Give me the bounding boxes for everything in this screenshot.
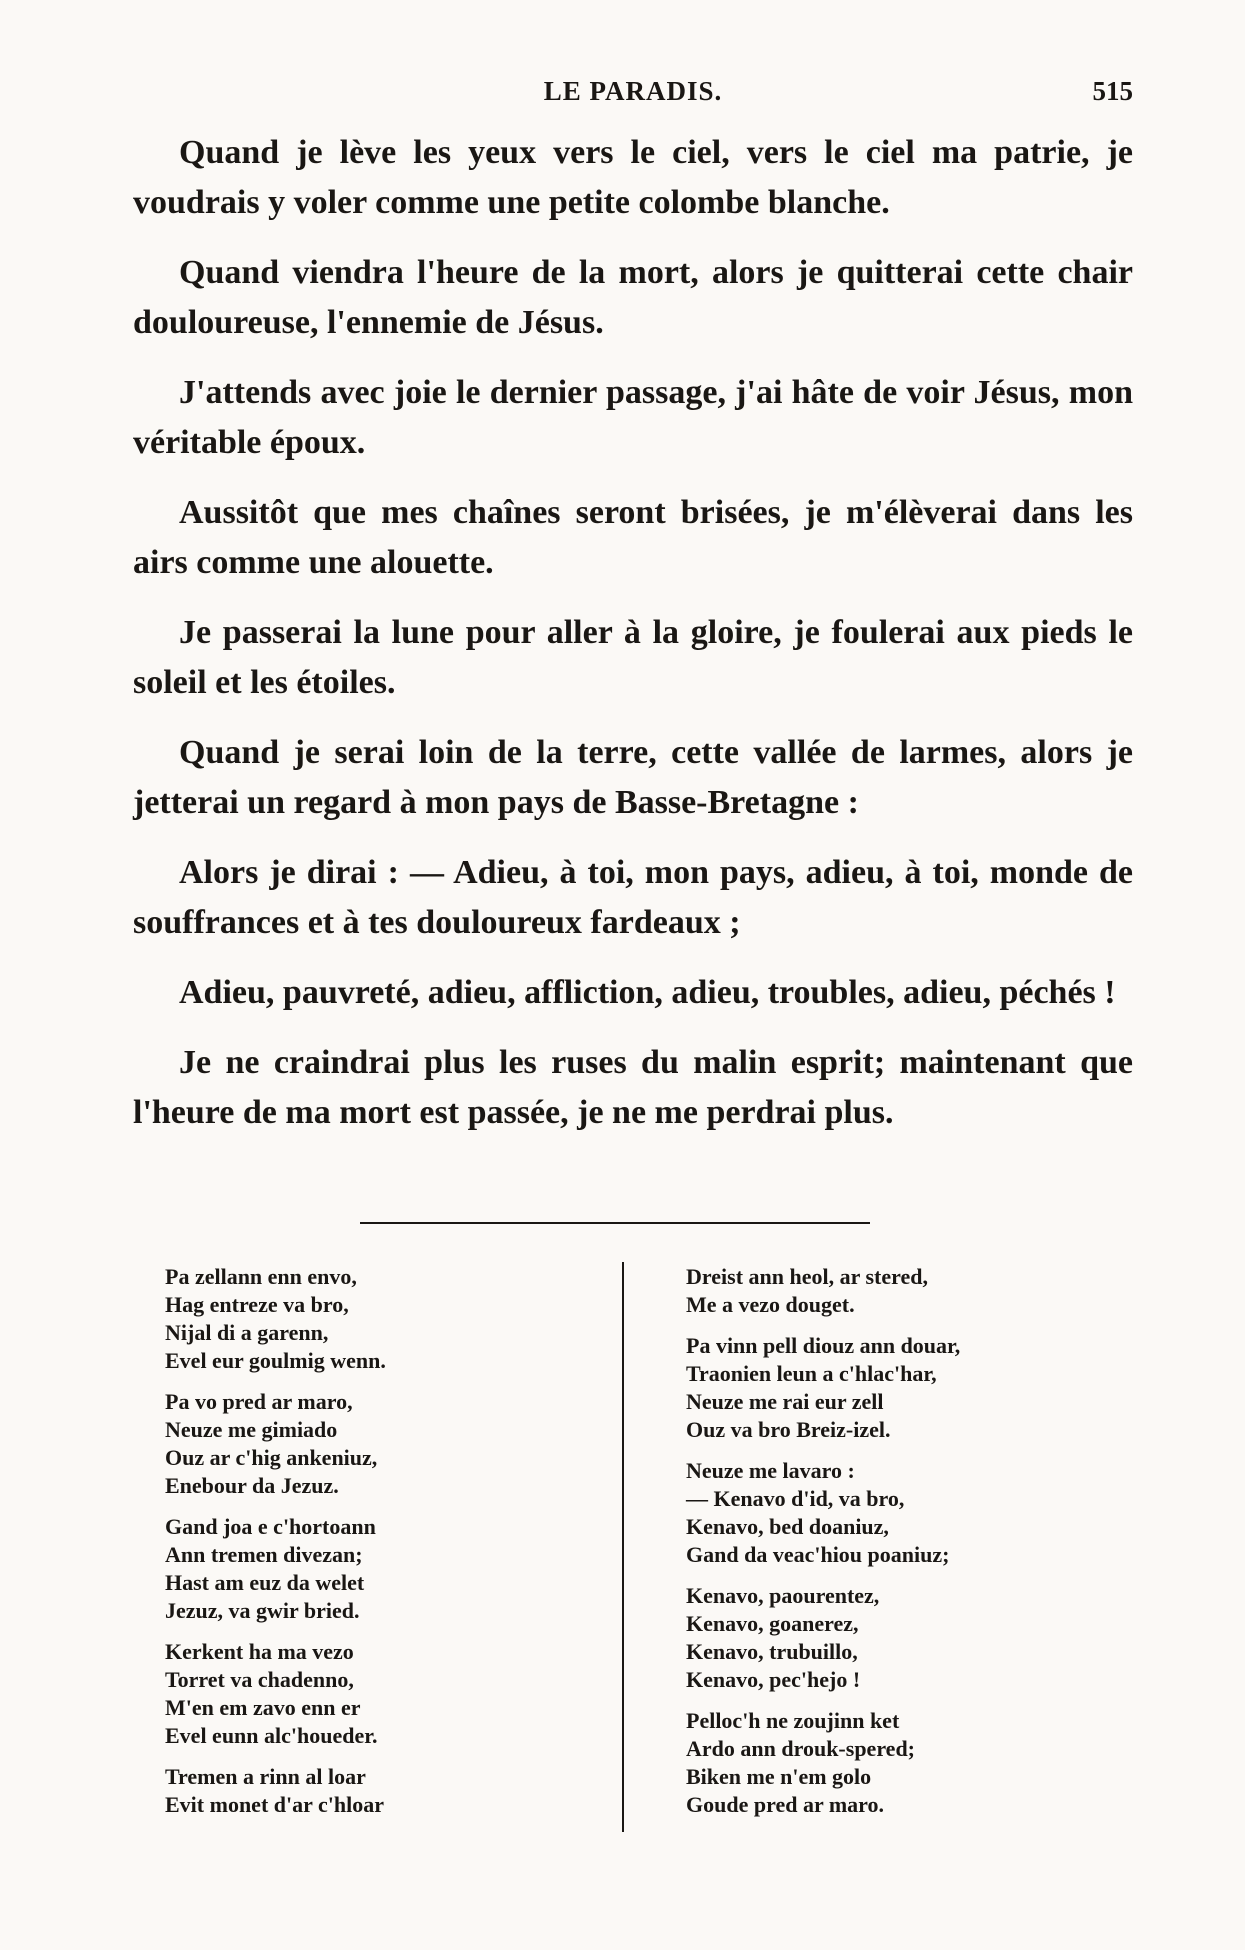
stanza xyxy=(686,1457,1136,1569)
stanza xyxy=(165,1388,615,1500)
verse-line: Pa vinn pell diouz ann douar, xyxy=(686,1333,961,1358)
prose-paragraph: Je passerai la lune pour aller à la gloire, je foulerai aux pieds le soleil et les étoiles. xyxy=(133,614,1133,701)
verse-line: Neuze me rai eur zell xyxy=(686,1389,884,1414)
verse-line: Pelloc'h ne zoujinn ket xyxy=(686,1708,900,1733)
verse-line: Pa vo pred ar maro, xyxy=(165,1389,353,1414)
page-number: 515 xyxy=(1092,76,1133,106)
verse-line: Ardo ann drouk-spered; xyxy=(686,1736,916,1761)
verse-line: Dreist ann heol, ar stered, xyxy=(686,1264,928,1289)
stanza xyxy=(165,1263,615,1375)
verse-line: Biken me n'em golo xyxy=(686,1764,872,1789)
stanza xyxy=(165,1513,615,1625)
section-divider-rule xyxy=(360,1222,870,1224)
prose-paragraph: Aussitôt que mes chaînes seront brisées, je m'élèverai dans les airs comme une alouette. xyxy=(133,494,1133,581)
verse-line: Evit monet d'ar c'hloar xyxy=(165,1792,384,1817)
stanza xyxy=(686,1707,1136,1819)
breton-verse-left-column xyxy=(165,1263,615,1832)
verse-line: Kerkent ha ma vezo xyxy=(165,1639,354,1664)
verse-line: Kenavo, pec'hejo ! xyxy=(686,1667,861,1692)
prose-paragraph: Adieu, pauvreté, adieu, affliction, adieu, troubles, adieu, péchés ! xyxy=(179,974,1116,1011)
verse-line: Evel eur goulmig wenn. xyxy=(165,1348,386,1373)
prose-paragraph: Quand je serai loin de la terre, cette vallée de larmes, alors je jetterai un regard à mon pays de Basse-Bretagne : xyxy=(133,734,1133,821)
prose-paragraph: Quand viendra l'heure de la mort, alors je quitterai cette chair douloureuse, l'ennemie de Jésus. xyxy=(133,254,1133,341)
verse-line: Tremen a rinn al loar xyxy=(165,1764,366,1789)
verse-line: Ouz va bro Breiz-izel. xyxy=(686,1417,891,1442)
prose-paragraph: Alors je dirai : — Adieu, à toi, mon pays, adieu, à toi, monde de souffrances et à tes douloureux fardeaux ; xyxy=(133,854,1133,941)
verse-line: Neuze me lavaro : xyxy=(686,1458,855,1483)
verse-line: M'en em zavo enn er xyxy=(165,1695,361,1720)
running-title: LE PARADIS. xyxy=(543,76,723,106)
verse-line: Kenavo, goanerez, xyxy=(686,1611,859,1636)
verse-line: Hast am euz da welet xyxy=(165,1570,365,1595)
verse-line: Neuze me gimiado xyxy=(165,1417,338,1442)
verse-line: Pa zellann enn envo, xyxy=(165,1264,357,1289)
column-divider xyxy=(622,1262,624,1832)
verse-line: Evel eunn alc'houeder. xyxy=(165,1723,378,1748)
verse-line: — Kenavo d'id, va bro, xyxy=(686,1486,905,1511)
verse-line: Me a vezo douget. xyxy=(686,1292,855,1317)
verse-line: Jezuz, va gwir bried. xyxy=(165,1598,360,1623)
verse-line: Gand da veac'hiou poaniuz; xyxy=(686,1542,950,1567)
stanza xyxy=(165,1763,615,1819)
prose-paragraph: J'attends avec joie le dernier passage, j'ai hâte de voir Jésus, mon véritable époux. xyxy=(133,374,1133,461)
stanza xyxy=(686,1582,1136,1694)
verse-line: Gand joa e c'hortoann xyxy=(165,1514,376,1539)
verse-line: Nijal di a garenn, xyxy=(165,1320,329,1345)
verse-line: Ouz ar c'hig ankeniuz, xyxy=(165,1445,378,1470)
verse-line: Traonien leun a c'hlac'har, xyxy=(686,1361,937,1386)
prose-paragraph: Quand je lève les yeux vers le ciel, vers le ciel ma patrie, je voudrais y voler comme une petite colombe blanche. xyxy=(133,134,1133,221)
verse-line: Hag entreze va bro, xyxy=(165,1292,349,1317)
prose-paragraph: Je ne craindrai plus les ruses du malin esprit; maintenant que l'heure de ma mort est passée, je ne me perdrai plus. xyxy=(133,1044,1133,1131)
verse-line: Goude pred ar maro. xyxy=(686,1792,885,1817)
verse-line: Torret va chadenno, xyxy=(165,1667,354,1692)
stanza xyxy=(686,1332,1136,1444)
stanza xyxy=(165,1638,615,1750)
breton-verse-right-column xyxy=(686,1263,1136,1832)
verse-line: Kenavo, bed doaniuz, xyxy=(686,1514,889,1539)
page-header xyxy=(133,72,1133,112)
verse-line: Kenavo, trubuillo, xyxy=(686,1639,858,1664)
verse-line: Kenavo, paourentez, xyxy=(686,1583,880,1608)
stanza xyxy=(686,1263,1136,1319)
french-prose-translation xyxy=(133,128,1133,1158)
verse-line: Enebour da Jezuz. xyxy=(165,1473,339,1498)
verse-line: Ann tremen divezan; xyxy=(165,1542,363,1567)
